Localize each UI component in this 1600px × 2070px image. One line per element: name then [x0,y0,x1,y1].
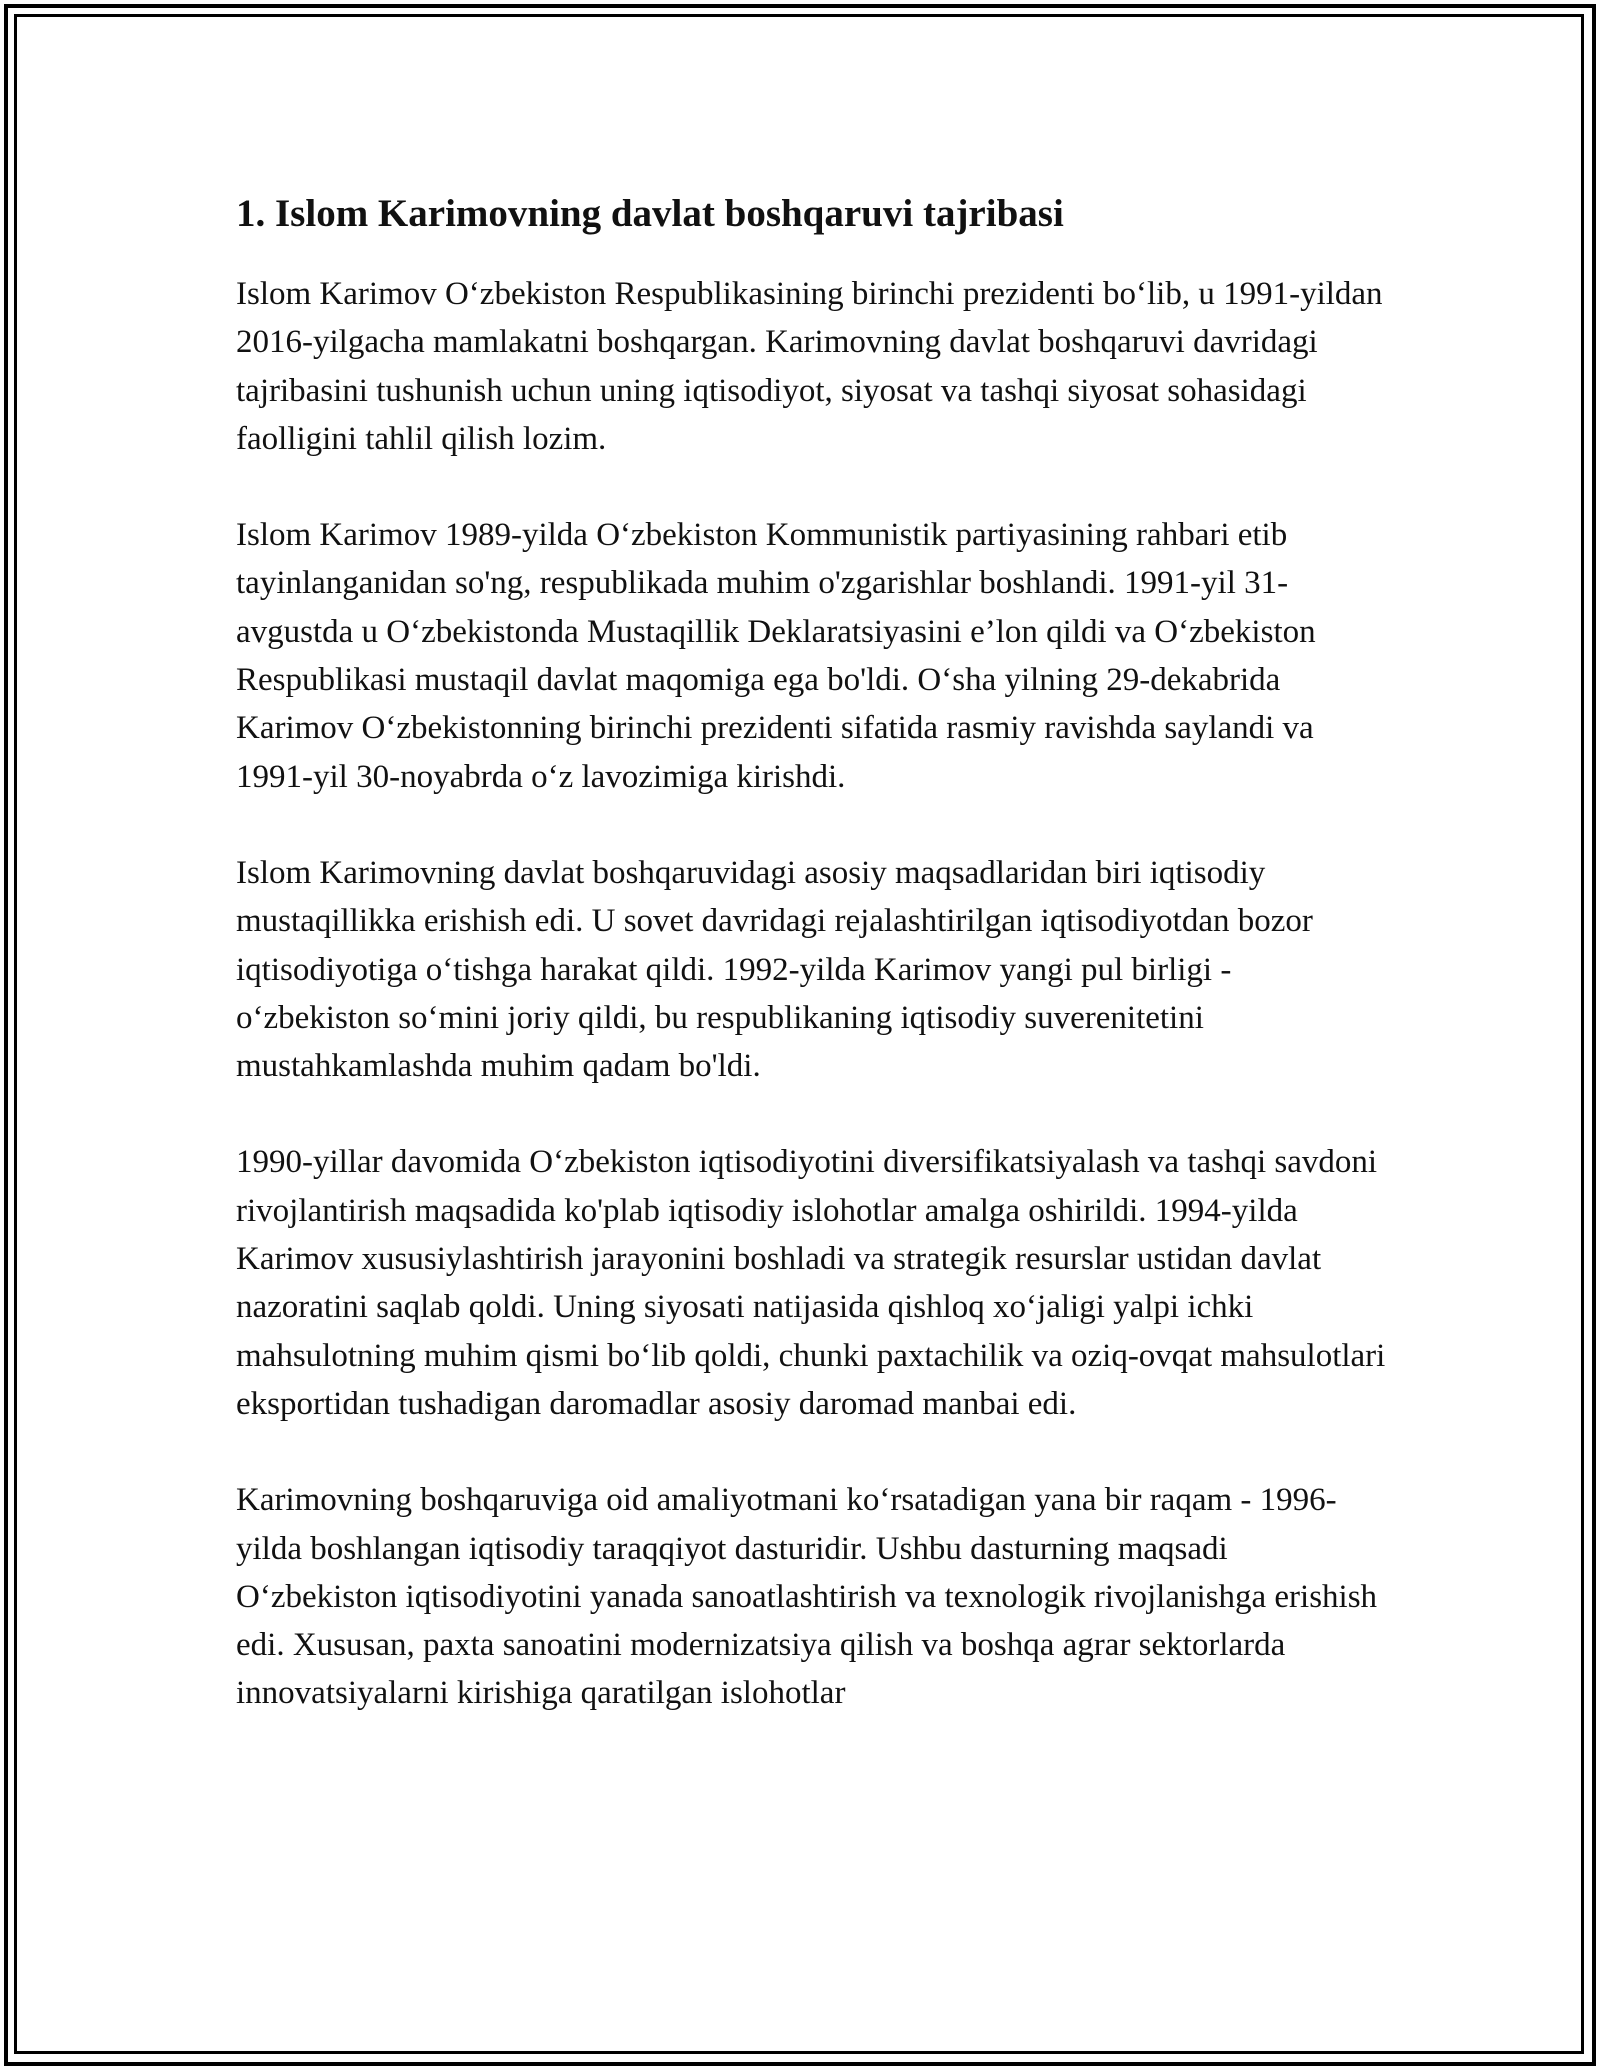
paragraph-3: Islom Karimovning davlat boshqaruvidagi asosiy maqsadlaridan biri iqtisodiy mustaqillikka erishish edi. U sovet davridagi rejalashtirilgan iqtisodiyotdan bozor iqtisodiyotiga oʻtishga harakat qildi. 1992-yilda Karimov yangi pul birligi - oʻzbekiston soʻmini joriy qildi, bu respublikaning iqtisodiy suverenitetini mustahkamlashda muhim qadam bo'ldi. [236,854,1313,1085]
paragraph-4: 1990-yillar davomida Oʻzbekiston iqtisodiyotini diversifikatsiyalash va tashqi savdoni rivojlantirish maqsadida ko'plab iqtisodiy islohotlar amalga oshirildi. 1994-yilda Karimov xususiylashtirish jarayonini boshladi va strategik resurslar ustidan davlat nazoratini saqlab qoldi. Uning siyosati natijasida qishloq xoʻjaligi yalpi ichki mahsulotning muhim qismi boʻlib qoldi, chunki paxtachilik va oziq-ovqat mahsulotlari eksportidan tushadigan daromadlar asosiy daromad manbai edi. [236,1144,1386,1422]
paragraph-5: Karimovning boshqaruviga oid amaliyotmani koʻrsatadigan yana bir raqam - 1996-yilda boshlangan iqtisodiy taraqqiyot dasturidir. Ushbu dasturning maqsadi Oʻzbekiston iqtisodiyotini yanada sanoatlashtirish va texnologik rivojlanishga erishish edi. Xususan, paxta sanoatini modernizatsiya qilish va boshqa agrar sektorlarda innovatsiyalarni kirishiga qaratilgan islohotlar [236,1482,1378,1712]
paragraph-2: Islom Karimov 1989-yilda Oʻzbekiston Kommunistik partiyasining rahbari etib tayinlanganidan so'ng, respublikada muhim o'zgarishlar boshlandi. 1991-yil 31-avgustda u Oʻzbekistonda Mustaqillik Deklaratsiyasini e’lon qildi va Oʻzbekiston Respublikasi mustaqil davlat maqomiga ega bo'ldi. Oʻsha yilning 29-dekabrida Karimov Oʻzbekistonning birinchi prezidenti sifatida rasmiy ravishda saylandi va 1991-yil 30-noyabrda oʻz lavozimiga kirishdi. [236,517,1316,795]
paragraph-1: Islom Karimov Oʻzbekiston Respublikasining birinchi prezidenti boʻlib, u 1991-yildan 2016-yilgacha mamlakatni boshqargan. Karimovning davlat boshqaruvi davridagi tajribasini tushunish uchun uning iqtisodiyot, siyosat va tashqi siyosat sohasidagi faolligini tahlil qilish lozim. [236,276,1383,457]
section-heading: 1. Islom Karimovning davlat boshqaruvi tajribasi [236,192,1064,235]
document-body [236,186,1386,1766]
